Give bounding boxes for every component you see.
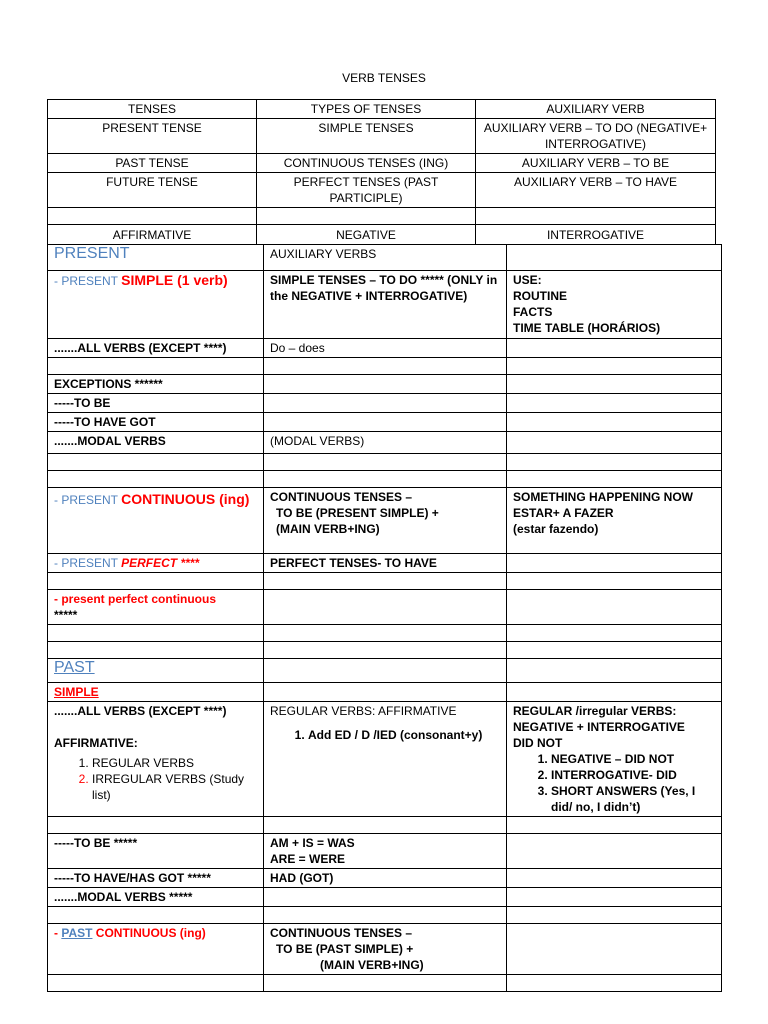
list-item: 1. NEGATIVE – DID NOT bbox=[551, 751, 715, 767]
present-simple-label: - PRESENT SIMPLE (1 verb) bbox=[48, 271, 264, 339]
table-row bbox=[48, 702, 722, 817]
modal-verbs-note: (MODAL VERBS) bbox=[264, 432, 507, 454]
table-cell: INTERROGATIVE bbox=[476, 225, 716, 245]
continuous-tenses-note: CONTINUOUS TENSES – TO BE (PRESENT SIMPLE) + (MAIN VERB+ING) bbox=[264, 488, 507, 554]
table-row bbox=[48, 375, 722, 394]
present-perfect-label: - PRESENT PERFECT **** bbox=[48, 554, 264, 573]
table-row bbox=[48, 100, 716, 119]
to-be-label: -----TO BE bbox=[48, 394, 264, 413]
reg-irreg-cell: REGULAR /irregular VERBS: NEGATIVE + INTERROGATIVE DID NOT 1. NEGATIVE – DID NOT 2. INTERROGATIVE- DID 3. SHORT ANSWERS (Yes, I did/ no, I didn’t) bbox=[507, 702, 722, 817]
list-item: 3. SHORT ANSWERS (Yes, I did/ no, I didn’t) bbox=[551, 783, 715, 815]
tenses-overview-table bbox=[47, 99, 716, 245]
table-row bbox=[48, 683, 722, 702]
table-row bbox=[48, 154, 716, 173]
regular-affirmative-cell: REGULAR VERBS: AFFIRMATIVE 1. Add ED / D /IED (consonant+y) bbox=[264, 702, 507, 817]
aux-verbs-header: AUXILIARY VERBS bbox=[264, 245, 507, 271]
table-cell: AUXILIARY VERB – TO HAVE bbox=[476, 173, 716, 208]
table-row bbox=[48, 907, 722, 924]
table-row bbox=[48, 975, 722, 992]
table-row bbox=[48, 208, 716, 225]
table-row bbox=[48, 173, 716, 208]
table-cell: FUTURE TENSE bbox=[48, 173, 257, 208]
table-row bbox=[48, 590, 722, 625]
present-header: PRESENT bbox=[48, 245, 264, 271]
table-cell bbox=[257, 208, 476, 225]
past-continuous-label: - PAST CONTINUOUS (ing) bbox=[48, 924, 264, 975]
table-row bbox=[48, 339, 722, 358]
table-cell: NEGATIVE bbox=[257, 225, 476, 245]
simple-tenses-note: SIMPLE TENSES – TO DO ***** (ONLY in the NEGATIVE + INTERROGATIVE) bbox=[264, 271, 507, 339]
table-row bbox=[48, 869, 722, 888]
table-row bbox=[48, 119, 716, 154]
table-cell bbox=[48, 208, 257, 225]
table-cell: AUXILIARY VERB bbox=[476, 100, 716, 119]
perfect-tenses-note: PERFECT TENSES- TO HAVE bbox=[264, 554, 507, 573]
document-title: VERB TENSES bbox=[342, 71, 426, 85]
to-have-got-label: -----TO HAVE GOT bbox=[48, 413, 264, 432]
list-item: 1. Add ED / D /IED (consonant+y) bbox=[308, 727, 500, 743]
present-perfect-continuous-label: - present perfect continuous ***** bbox=[48, 590, 264, 625]
present-past-table bbox=[47, 244, 722, 992]
table-row bbox=[48, 642, 722, 659]
past-all-verbs-cell: .......ALL VERBS (EXCEPT ****) AFFIRMATIVE: 1. REGULAR VERBS 2. IRREGULAR VERBS (Study list) bbox=[48, 702, 264, 817]
table-cell bbox=[476, 208, 716, 225]
table-row bbox=[48, 625, 722, 642]
list-item: 1. REGULAR VERBS bbox=[92, 755, 257, 771]
table-row bbox=[48, 432, 722, 454]
use-note: USE: ROUTINE FACTS TIME TABLE (HORÁRIOS) bbox=[507, 271, 722, 339]
table-row bbox=[48, 471, 722, 488]
table-row bbox=[48, 225, 716, 245]
table-row bbox=[48, 454, 722, 471]
table-row bbox=[48, 488, 722, 554]
table-row bbox=[48, 659, 722, 683]
table-row bbox=[48, 817, 722, 834]
happening-now-note: SOMETHING HAPPENING NOW ESTAR+ A FAZER (estar fazendo) bbox=[507, 488, 722, 554]
modal-verbs-label: .......MODAL VERBS bbox=[48, 432, 264, 454]
was-were-note: AM + IS = WAS ARE = WERE bbox=[264, 834, 507, 869]
table-cell: PAST TENSE bbox=[48, 154, 257, 173]
table-row bbox=[48, 834, 722, 869]
table-row bbox=[48, 554, 722, 573]
table-cell: AUXILIARY VERB – TO BE bbox=[476, 154, 716, 173]
table-cell: PERFECT TENSES (PAST PARTICIPLE) bbox=[257, 173, 476, 208]
table-row bbox=[48, 924, 722, 975]
do-does: Do – does bbox=[264, 339, 507, 358]
table-row bbox=[48, 888, 722, 907]
table-cell: PRESENT TENSE bbox=[48, 119, 257, 154]
exceptions-label: EXCEPTIONS ****** bbox=[48, 375, 264, 394]
all-verbs-label: .......ALL VERBS (EXCEPT ****) bbox=[48, 339, 264, 358]
table-cell: AUXILIARY VERB – TO DO (NEGATIVE+ INTERROGATIVE) bbox=[476, 119, 716, 154]
list-item: 2. INTERROGATIVE- DID bbox=[551, 767, 715, 783]
table-row bbox=[48, 245, 722, 271]
table-cell: AFFIRMATIVE bbox=[48, 225, 257, 245]
table-row bbox=[48, 573, 722, 590]
past-header: PAST bbox=[48, 659, 264, 683]
table-row bbox=[48, 271, 722, 339]
present-continuous-label: - PRESENT CONTINUOUS (ing) bbox=[48, 488, 264, 554]
past-modal-label: .......MODAL VERBS ***** bbox=[48, 888, 264, 907]
simple-label: SIMPLE bbox=[48, 683, 264, 702]
table-cell: TENSES bbox=[48, 100, 257, 119]
table-row bbox=[48, 413, 722, 432]
past-to-have-label: -----TO HAVE/HAS GOT ***** bbox=[48, 869, 264, 888]
list-item: 2. IRREGULAR VERBS (Study list) bbox=[92, 771, 257, 803]
table-cell: SIMPLE TENSES bbox=[257, 119, 476, 154]
table-cell: TYPES OF TENSES bbox=[257, 100, 476, 119]
past-to-be-label: -----TO BE ***** bbox=[48, 834, 264, 869]
table-row bbox=[48, 358, 722, 375]
table-cell: CONTINUOUS TENSES (ING) bbox=[257, 154, 476, 173]
had-got-note: HAD (GOT) bbox=[264, 869, 507, 888]
table-row bbox=[48, 394, 722, 413]
past-continuous-note: CONTINUOUS TENSES – TO BE (PAST SIMPLE) + (MAIN VERB+ING) bbox=[264, 924, 507, 975]
